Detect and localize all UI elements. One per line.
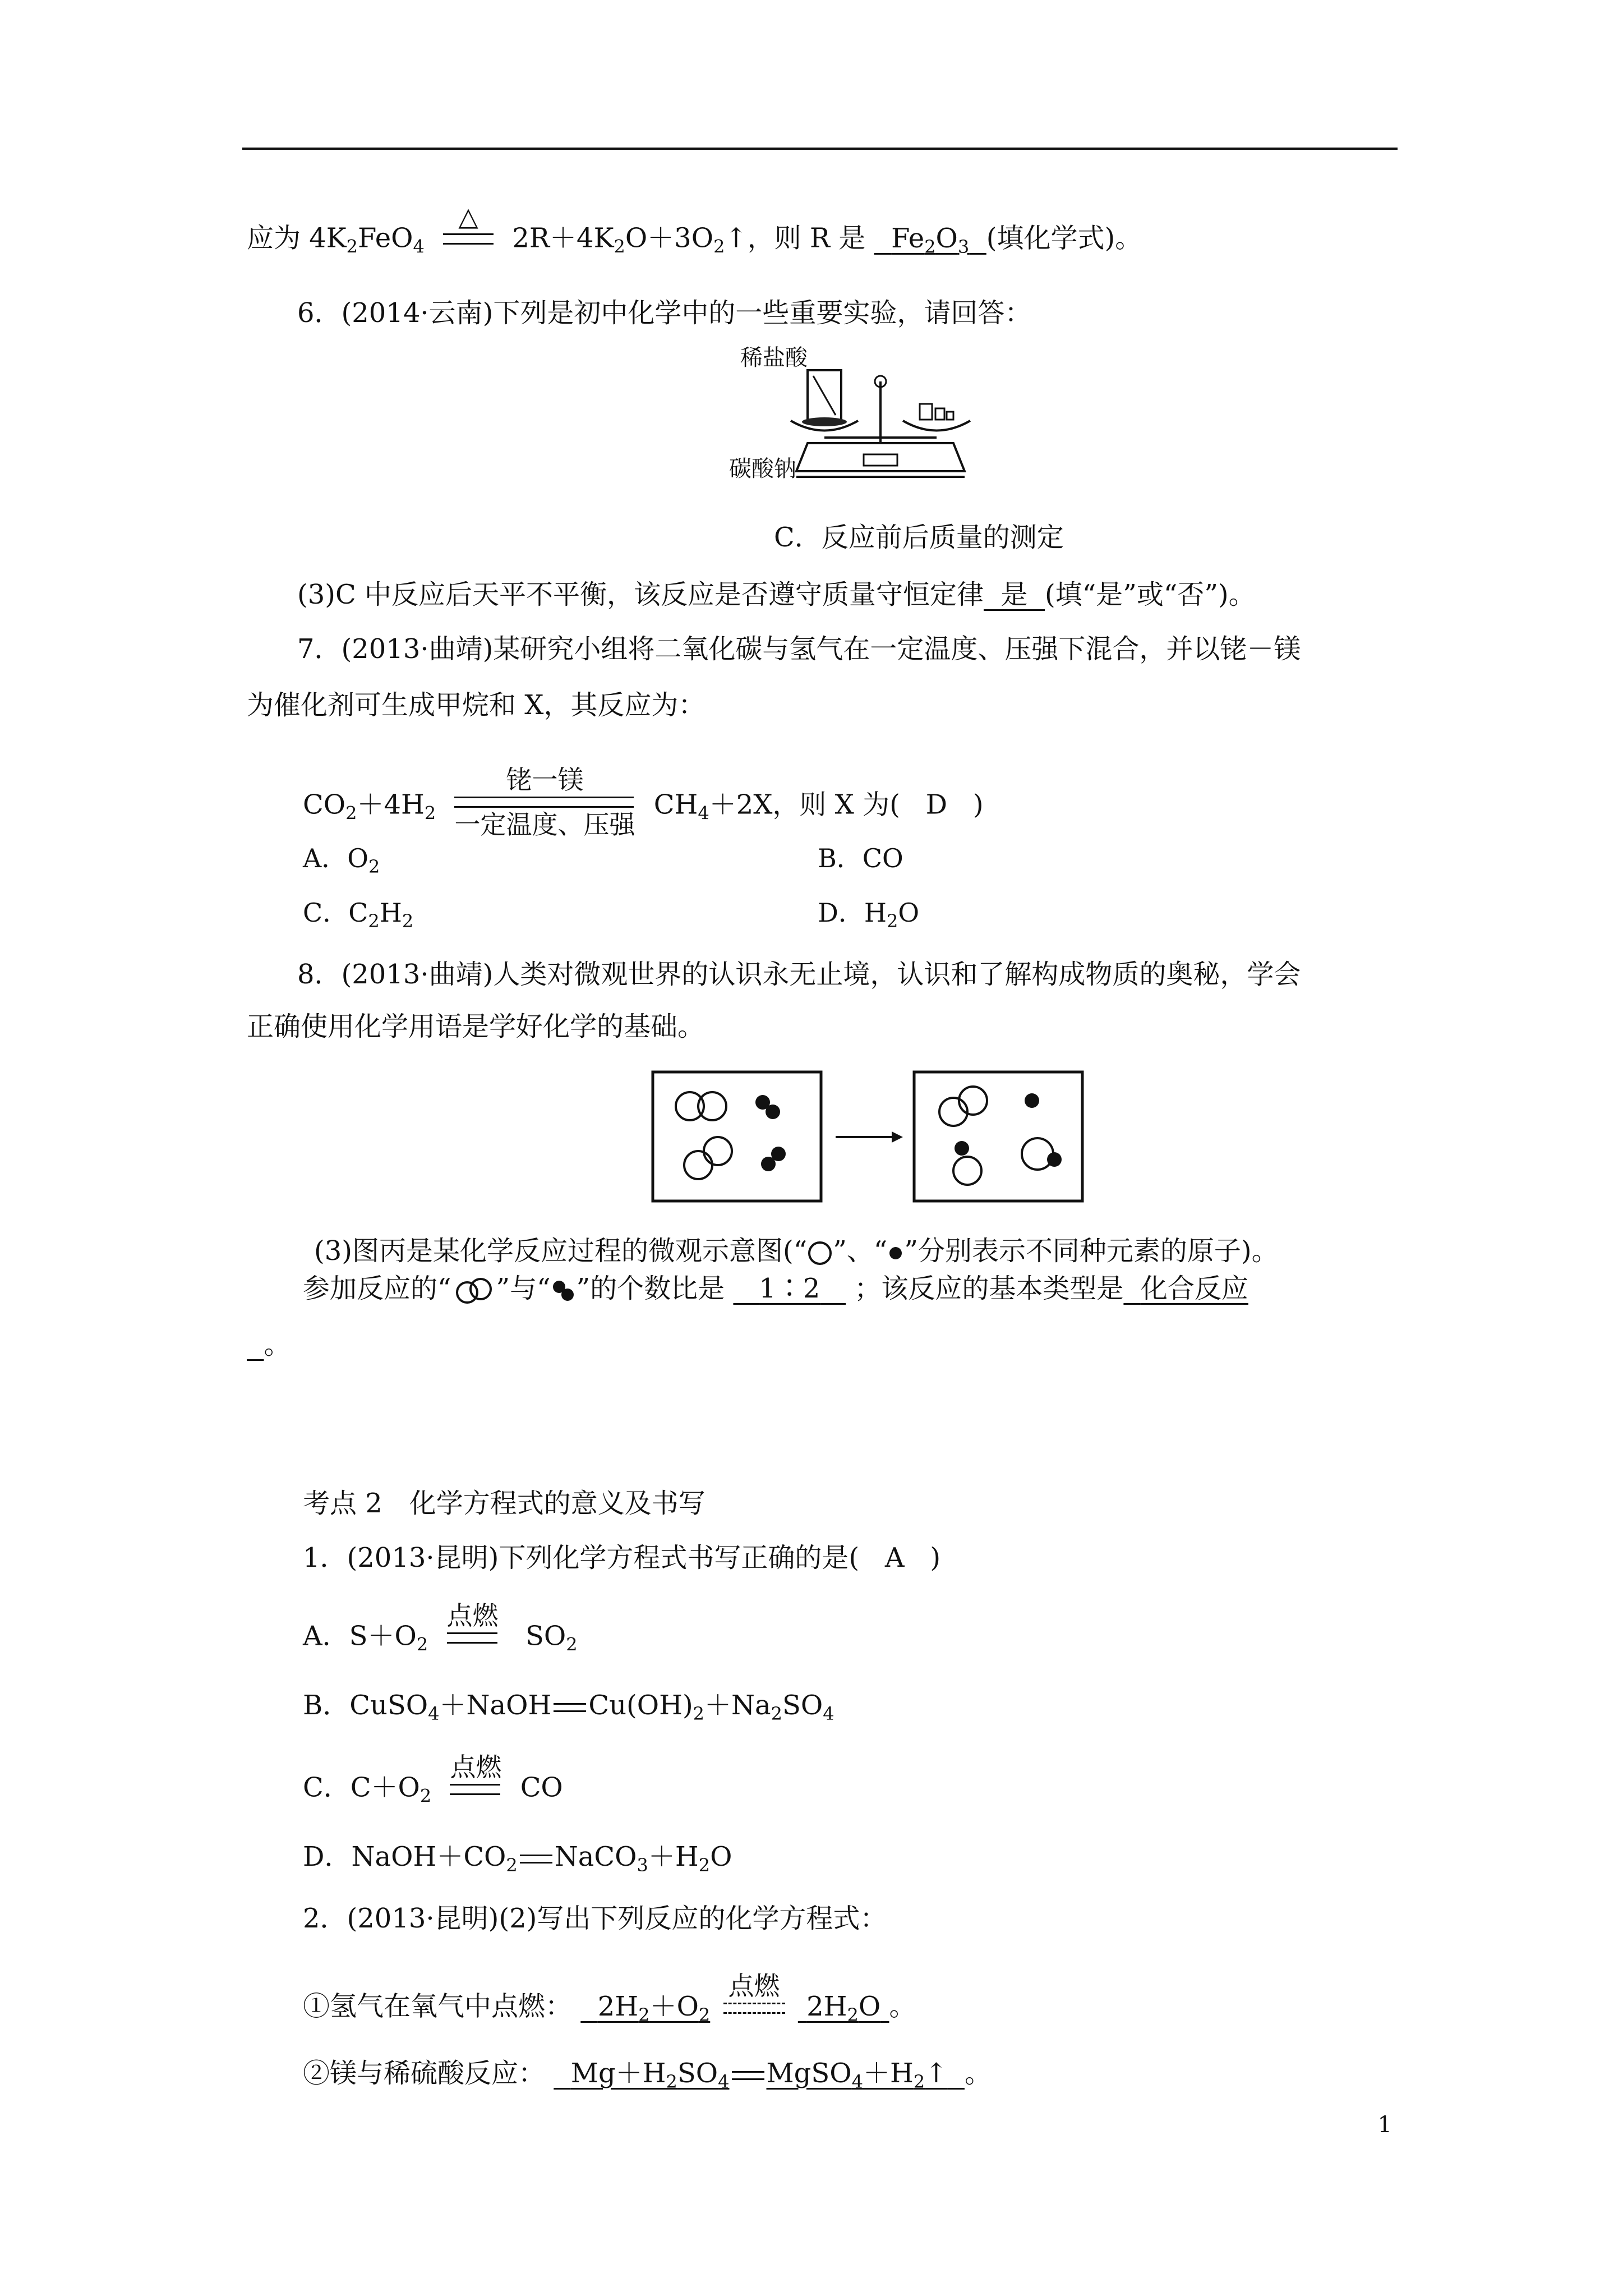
oxygen-molecule-icon [451, 1277, 496, 1305]
q8-sub3-line1: (3)图丙是某化学反应过程的微观示意图(“ ”、“ ”分别表示不同种元素的原子)。 [314, 1235, 1279, 1267]
q7-option-a: A．$O_2$ [303, 843, 380, 877]
q7-line1: 7．(2013·曲靖)某研究小组将二氧化碳与氢气在一定温度、压强下混合，并以铑－镁 [297, 633, 1301, 665]
fig-label-acid: 稀盐酸 [740, 345, 808, 371]
black-molecule-icon [551, 1280, 577, 1302]
catalyst-equals-sign: 铑一镁 一定温度、压强 [454, 765, 635, 840]
q6-sub3: (3)C 中反应后天平不平衡，该反应是否遵守质量守恒定律 是 (填“是”或“否”)。 [297, 579, 1256, 610]
q5-equation-line: 应为 $4K_2FeO_4$ △ $2R+4K_2O+3O_2↑$，则 R 是 $Fe_2O_3$ (填化学式)。 [247, 201, 1142, 257]
answer-r: $Fe_2O_3$ [891, 222, 970, 257]
balance-figure [785, 359, 987, 494]
page-number: 1 [1377, 2112, 1392, 2138]
q7-line2: 为催化剂可生成甲烷和 X，其反应为： [247, 689, 706, 721]
s1-option-c: C．$C+O_2$ 点燃 CO [303, 1752, 563, 1807]
header-rule [242, 148, 1398, 150]
section-title: 考点 2 化学方程式的意义及书写 [303, 1488, 706, 1519]
q7-option-b: B．CO [818, 843, 903, 873]
heat-equals-sign: △ [443, 201, 494, 246]
q7-option-d: D．$H_2O$ [818, 898, 920, 932]
white-atom-icon [807, 1240, 833, 1266]
q8-tail: 。 [264, 1329, 291, 1360]
fig-label-carbonate: 碳酸钠 [729, 456, 796, 482]
q7-equation: $CO_2+4H_2$ 铑一镁 一定温度、压强 $CH_4+2X$，则 X 为( D ) [303, 765, 984, 840]
black-atom-icon [887, 1245, 904, 1262]
s1-option-a: A．$S+O_2$ 点燃 $SO_2$ [303, 1600, 578, 1655]
q8-line1: 8．(2013·曲靖)人类对微观世界的认识永无止境，认识和了解构成物质的奥秘，学会 [297, 959, 1301, 990]
s2-item-a: ①氢气在氧气中点燃： $2H_2+O_2$ 点燃 $2H_2O$ 。 [303, 1971, 916, 2026]
s1-option-b: B．CuSO$_4$＋NaOH $Cu(OH)_2+Na_2SO_4$ [303, 1690, 834, 1724]
q6-question: 6．(2014·云南)下列是初中化学中的一些重要实验，请回答： [297, 297, 1032, 329]
s1-question: 1．(2013·昆明)下列化学方程式书写正确的是( A ) [303, 1542, 941, 1573]
molecule-diagram [651, 1070, 1301, 1204]
s2-question: 2．(2013·昆明)(2)写出下列反应的化学方程式： [303, 1903, 887, 1934]
q8-sub3-line2: 参加反应的“ ”与“ ”的个数比是 1∶2 ；该反应的基本类型是 化合反应 [303, 1273, 1248, 1304]
fig-caption: C．反应前后质量的测定 [774, 522, 1064, 553]
q8-line2: 正确使用化学用语是学好化学的基础。 [247, 1011, 705, 1042]
q7-option-c: C．$C_2H_2$ [303, 898, 414, 932]
s2-item-b: ②镁与稀硫酸反应： $Mg+H_2SO_4$ $MgSO_4+H_2↑$ 。 [303, 2058, 992, 2092]
s1-option-d: D．$NaOH+CO_2$ $NaCO_3+H_2O$ [303, 1841, 732, 1876]
